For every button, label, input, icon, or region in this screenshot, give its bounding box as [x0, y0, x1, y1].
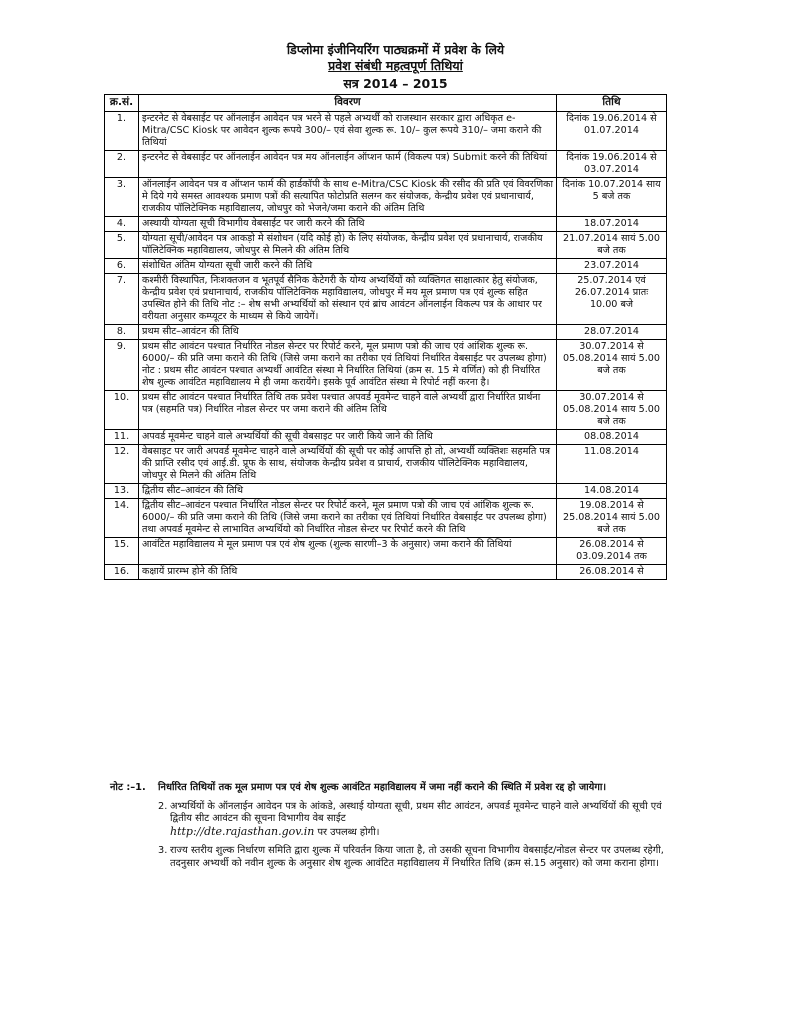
row-date: दिनांक 19.06.2014 से 03.07.2014 — [557, 151, 667, 178]
page-title: डिप्लोमा इंजीनियरिंग पाठ्यक्रमों में प्रवेश के लिये — [286, 42, 505, 57]
row-description: संशोधित अंतिम योग्यता सूची जारी करने की तिथि — [139, 259, 557, 274]
row-description: कश्मीरी विस्थापित, निःशक्तजन व भूतपूर्व सैनिक केटेगरी के योग्य अभ्यर्थियों को व्यक्तिगत साक्षात्कार हेतु संयोजक, केन्द्रीय प्रवेश एवं प्रधानाचार्य, राजकीय पॉलिटेक्निक महाविद्यालय, जोधपुर में मय मूल प्रमाण पत्र एवं शुल्क सहित उपस्थित होने की तिथि नोट :– शेष सभी अभ्यर्थियों को संस्थान एवं ब्रांच आवंटन ऑनलाईन विकल्प पत्र के आधार पर वरीयता अनुसार कम्प्यूटर के माध्यम से किये जायेगें। — [139, 274, 557, 325]
note-3-text: राज्य स्तरीय शुल्क निर्धारण समिति द्वारा शुल्क में परिवर्तन किया जाता है, तो उसकी सूचना विभागीय वेबसाईट/नोडल सेन्टर पर उपलब्ध रहेगी, तदनुसार अभ्यर्थी को नवीन शुल्क के अनुसार शेष शुल्क आवंटित महाविद्यालय में निर्धारित तिथि (क्रम सं.15 अनुसार) को जमा कराना होगा। — [170, 845, 664, 869]
row-description: योग्यता सूची/आवेदन पत्र आकड़ो मे संशोधन (यदि कोई हो) के लिए संयोजक, केन्द्रीय प्रवेश एवं प्रधानाचार्य, राजकीय पॉलिटेक्निक महाविद्यालय, जोधपुर से मिलने की अंतिम तिथि — [139, 232, 557, 259]
row-serial: 2. — [105, 151, 139, 178]
col-header-description: विवरण — [139, 95, 557, 112]
row-description: द्वितीय सीट–आवंटन की तिथि — [139, 484, 557, 499]
col-header-serial: क्र.सं. — [105, 95, 139, 112]
row-description: प्रथम सीट–आवंटन की तिथि — [139, 325, 557, 340]
table-row — [105, 151, 667, 178]
row-description: प्रथम सीट आवंटन पश्चात निर्धारित तिथि तक प्रवेश पश्चात अपवर्ड मूवमेन्ट चाहने वाले अभ्यर्थी द्वारा निर्धारित प्रार्थना पत्र (सहमति पत्र) निर्धारित नोडल सेन्टर पर जमा कराने की अंतिम तिथि — [139, 391, 557, 430]
row-serial: 10. — [105, 391, 139, 430]
row-date: 14.08.2014 — [557, 484, 667, 499]
row-serial: 8. — [105, 325, 139, 340]
table-row — [105, 232, 667, 259]
row-description: अस्थायी योग्यता सूची विभागीय वेबसाईट पर जारी करने की तिथि — [139, 217, 557, 232]
table-row — [105, 259, 667, 274]
row-date: 11.08.2014 — [557, 445, 667, 484]
row-date: 08.08.2014 — [557, 430, 667, 445]
row-serial: 12. — [105, 445, 139, 484]
note-1 — [110, 782, 670, 795]
table-row — [105, 538, 667, 565]
row-date: 26.08.2014 से — [557, 565, 667, 580]
table-header-row — [105, 95, 667, 112]
row-date: 19.08.2014 से 25.08.2014 सायं 5.00 बजे तक — [557, 499, 667, 538]
row-date: दिनांक 10.07.2014 साय 5 बजे तक — [557, 178, 667, 217]
note-label: नोट :–1. — [110, 782, 146, 793]
page-subtitle — [0, 58, 791, 74]
row-serial: 4. — [105, 217, 139, 232]
row-date: 25.07.2014 एवं 26.07.2014 प्रातः 10.00 बजे — [557, 274, 667, 325]
table-row — [105, 565, 667, 580]
table-row — [105, 217, 667, 232]
row-date: 28.07.2014 — [557, 325, 667, 340]
row-date: 30.07.2014 से 05.08.2014 साय 5.00 बजे तक — [557, 391, 667, 430]
row-serial: 15. — [105, 538, 139, 565]
subtitle-text: प्रवेश संबंधी महत्वपूर्ण तिथियां — [328, 58, 463, 73]
row-description: द्वितीय सीट–आवंटन पश्चात निर्धारित नोडल सेन्टर पर रिपोर्ट करने, मूल प्रमाण पत्रो की जाच एवं आंशिक शुल्क रू. 6000/– की प्रति जमा कराने की तिथि (जिसे जमा कराने का तरीका एवं तिथियां निर्धारित वेबसाईट पर उपलब्ध होगा) तथा अपवर्ड मूवमेन्ट से लाभावित अभ्यर्थियो को निर्धारित नोडल सेन्टर पर रिपोर्ट करने की तिथि — [139, 499, 557, 538]
row-date: 26.08.2014 से 03.09.2014 तक — [557, 538, 667, 565]
note-2-number: 2. — [158, 800, 168, 812]
table-row — [105, 484, 667, 499]
note-2 — [110, 801, 670, 840]
row-date: 18.07.2014 — [557, 217, 667, 232]
row-serial: 6. — [105, 259, 139, 274]
row-date: 21.07.2014 सायं 5.00 बजे तक — [557, 232, 667, 259]
table-row — [105, 340, 667, 391]
table-row — [105, 499, 667, 538]
row-serial: 1. — [105, 112, 139, 151]
table-row — [105, 391, 667, 430]
row-serial: 7. — [105, 274, 139, 325]
row-serial: 3. — [105, 178, 139, 217]
row-date: 30.07.2014 से 05.08.2014 सायं 5.00 बजे तक — [557, 340, 667, 391]
row-serial: 13. — [105, 484, 139, 499]
row-description: कक्षायें प्रारम्भ होने की तिथि — [139, 565, 557, 580]
table-row — [105, 274, 667, 325]
row-serial: 11. — [105, 430, 139, 445]
row-serial: 5. — [105, 232, 139, 259]
row-description: आवंटित महाविद्यालय मे मूल प्रमाण पत्र एवं शेष शुल्क (शुल्क सारणी–3 के अनुसार) जमा कराने की तिथियां — [139, 538, 557, 565]
row-description: इन्टरनेट से वेबसाईट पर ऑनलाईन आवेदन पत्र भरने से पहले अभ्यर्थी को राजस्थान सरकार द्वारा अधिकृत e-Mitra/CSC Kiosk पर आवेदन शुल्क रूपये 300/– एवं सेवा शुल्क रू. 10/– कुल रूपये 310/– जमा कराने की तिथियां — [139, 112, 557, 151]
schedule-table — [104, 94, 667, 580]
row-description: अपवर्ड मूवमेन्ट चाहने वाले अभ्यर्थियों की सूची वेबसाइट पर जारी किये जाने की तिथि — [139, 430, 557, 445]
note-3-number: 3. — [158, 845, 168, 856]
col-header-date: तिथि — [557, 95, 667, 112]
note-2-text: अभ्यर्थियों के ऑनलाईन आवेदन पत्र के आंकडे, अस्थाई योग्यता सूची, प्रथम सीट आवंटन, अपवर्ड मूवमेन्ट चाहने वाले अभ्यर्थियों की सूची एवं द्वितीय सीट आवंटन की सूचना विभागीय वेब साईट — [170, 800, 662, 824]
table-row — [105, 445, 667, 484]
row-description: प्रथम सीट आवंटन पश्चात निर्धारित नोडल सेन्टर पर रिपोर्ट करने, मूल प्रमाण पत्रो की जाच एवं आंशिक शुल्क रू. 6000/– की प्रति जमा कराने की तिथि (जिसे जमा कराने का तरीका एवं तिथियां निर्धारित वेबसाईट पर उपलब्ध होगा) नोट : प्रथम सीट आवंटन पश्चात अभ्यर्थी आवंटित संस्था मे निर्धारित तिथियां (क्रम स. 15 मे वर्णित) को ही निर्धारित शेष शुल्क आवंटित महाविद्यालय मे ही जमा करायेंगे। इसके पूर्व आवंटित संस्था मे रिपोर्ट नहीं करना है। — [139, 340, 557, 391]
row-serial: 16. — [105, 565, 139, 580]
row-serial: 14. — [105, 499, 139, 538]
row-date: 23.07.2014 — [557, 259, 667, 274]
table-row — [105, 430, 667, 445]
note-1-text: निर्धारित तिथियों तक मूल प्रमाण पत्र एवं शेष शुल्क आवंटित महाविद्यालय में जमा नहीं कराने की स्थिति में प्रवेश रद्द हो जायेगा। — [158, 782, 607, 793]
session-label: सत्र 2014 – 2015 — [343, 76, 448, 91]
row-description: इन्टरनेट से वेबसाईट पर ऑनलाईन आवेदन पत्र मय ऑनलाईन ऑप्शन फार्म (विकल्प पत्र) Submit करने की तिथियां — [139, 151, 557, 178]
row-description: ऑनलाईन आवेदन पत्र व ऑप्शन फार्म की हार्डकॉपी के साथ e-Mitra/CSC Kiosk की रसीद की प्रति एवं विवरणिका मे दिये गये समस्त आवश्यक प्रमाण पत्रों की सत्यापित फोटोप्रति सलग्न कर संयोजक, केन्द्रीय प्रवेश एवं प्रधानाचार्य, राजकीय पॉलिटेक्निक महाविद्यालय, जोधपुर को भेजने/जमा कराने की अंतिम तिथि — [139, 178, 557, 217]
table-row — [105, 178, 667, 217]
note-2-text-end: पर उपलब्ध होगी। — [317, 826, 380, 838]
note-3 — [110, 845, 670, 870]
table-row — [105, 325, 667, 340]
website-url: http://dte.rajasthan.gov.in — [170, 824, 315, 838]
row-description: वेबसाइट पर जारी अपवर्ड मूवमेन्ट चाहने वाले अभ्यर्थियों की सूची पर कोई आपत्ति हो तो, अभ्यर्थी व्यक्तिशः सहमति पत्र की प्राप्ति रसीद एवं आई.डी. प्रूफ के साथ, संयोजक केन्द्रीय प्रवेश व प्राचार्य, राजकीय पॉलिटेक्निक महाविद्यालय, जोधपुर से मिलने की अंतिम तिथि — [139, 445, 557, 484]
row-date: दिनांक 19.06.2014 से 01.07.2014 — [557, 112, 667, 151]
notes-section — [110, 782, 670, 870]
row-serial: 9. — [105, 340, 139, 391]
table-row — [105, 112, 667, 151]
